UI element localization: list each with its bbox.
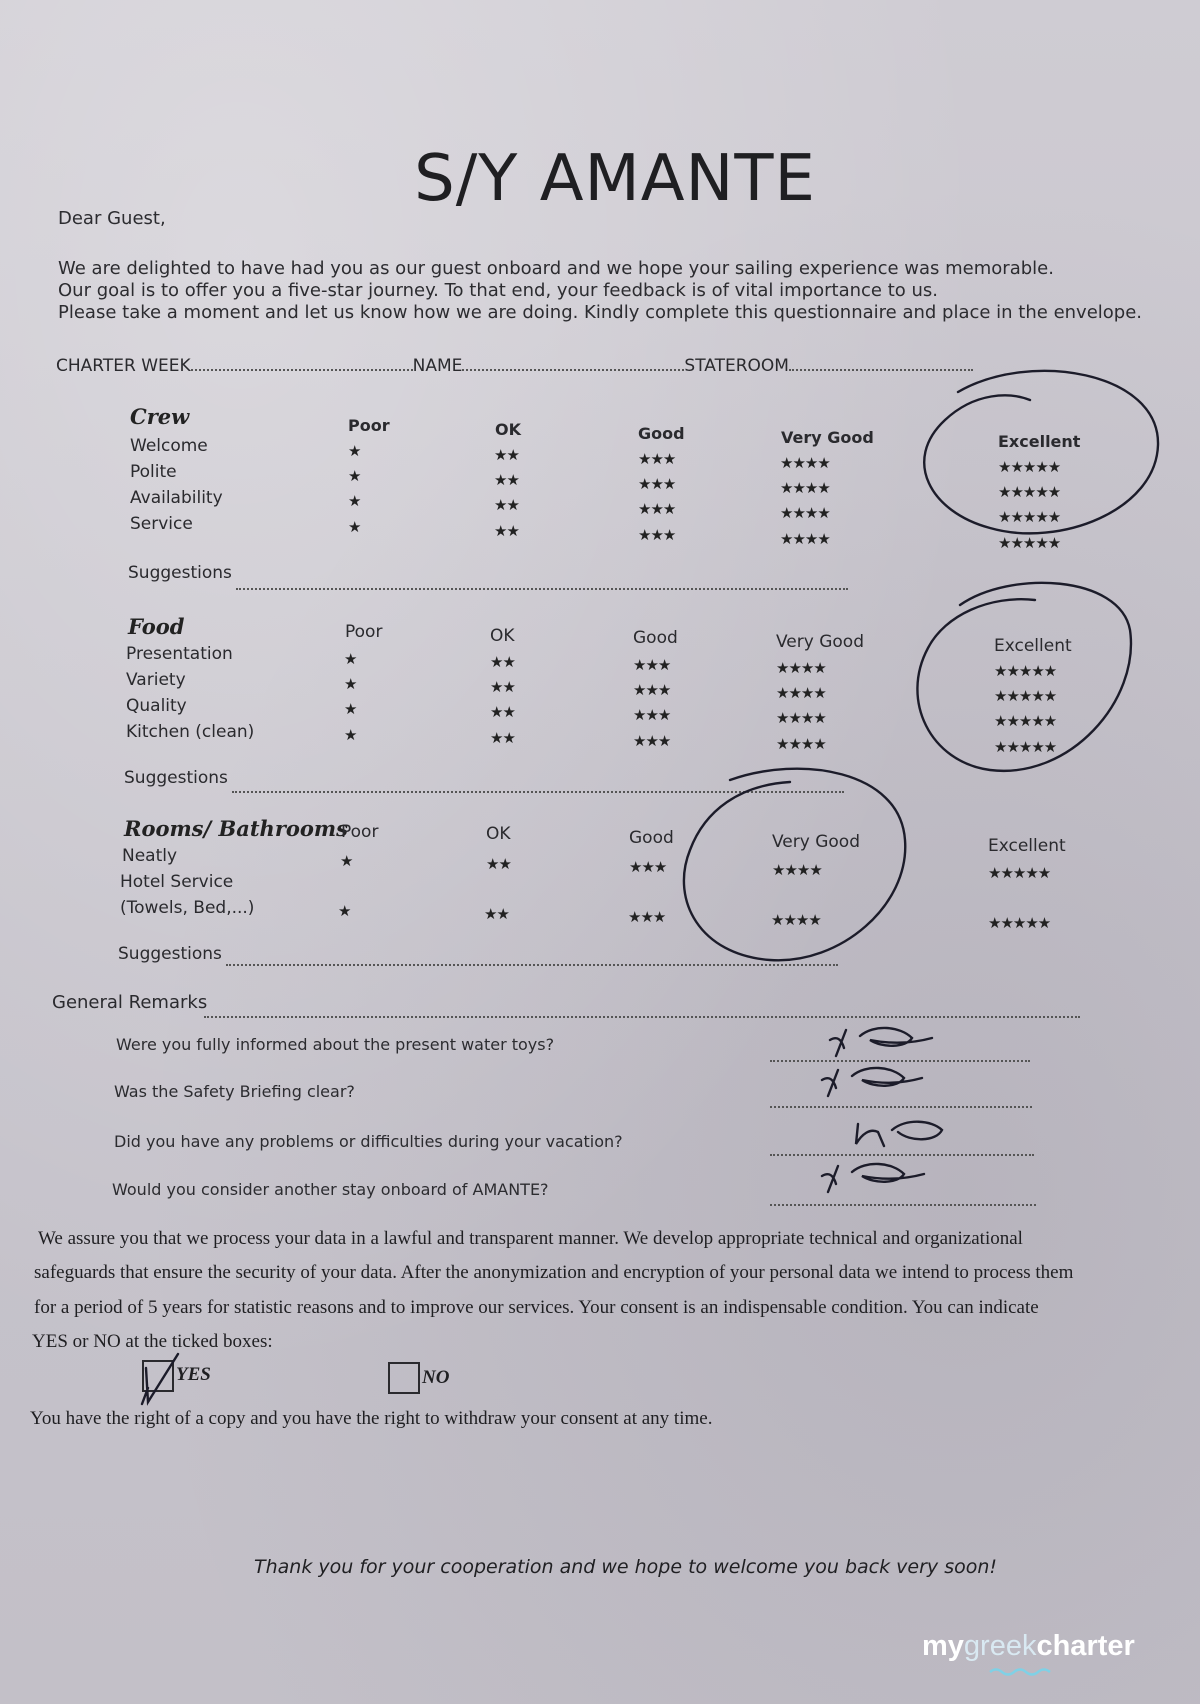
- food-star-2[interactable]: ★★: [490, 678, 515, 696]
- greeting: Dear Guest,: [58, 208, 166, 229]
- question-problems: Did you have any problems or difficulties during your vacation?: [114, 1132, 623, 1151]
- document-title: S/Y AMANTE: [414, 142, 816, 216]
- food-star-1[interactable]: ★: [344, 650, 357, 668]
- crew-item-availability: Availability: [130, 488, 223, 508]
- rooms-star-1[interactable]: ★: [340, 852, 353, 870]
- food-col-very-good: Very Good: [776, 632, 864, 652]
- name-label: NAME: [412, 356, 463, 376]
- crew-star-3[interactable]: ★★★: [638, 500, 676, 518]
- check-mark: [142, 1354, 178, 1404]
- rooms-item-towels: (Towels, Bed,...): [120, 898, 255, 918]
- rooms-star-3[interactable]: ★★★: [629, 858, 667, 876]
- question-water-toys: Were you fully informed about the present water toys?: [116, 1035, 555, 1054]
- privacy-line-4: YES or NO at the ticked boxes:: [32, 1331, 273, 1352]
- crew-item-service: Service: [130, 514, 193, 534]
- crew-col-good: Good: [638, 424, 685, 443]
- food-star-2[interactable]: ★★: [490, 729, 515, 747]
- food-star-5[interactable]: ★★★★★: [994, 712, 1057, 730]
- rooms-col-excellent: Excellent: [988, 836, 1066, 856]
- food-star-5[interactable]: ★★★★★: [994, 687, 1057, 705]
- food-star-1[interactable]: ★: [344, 700, 357, 718]
- food-star-4[interactable]: ★★★★: [776, 709, 826, 727]
- watermark-part-2: greek: [963, 1630, 1037, 1662]
- crew-star-4[interactable]: ★★★★: [780, 504, 830, 522]
- food-star-4[interactable]: ★★★★: [776, 735, 826, 753]
- crew-star-1[interactable]: ★: [348, 467, 361, 485]
- question-another-stay: Would you consider another stay onboard of AMANTE?: [112, 1180, 549, 1199]
- section-heading-crew: Crew: [130, 404, 190, 429]
- crew-col-excellent: Excellent: [998, 432, 1081, 451]
- crew-col-ok: OK: [495, 420, 521, 439]
- consent-yes-label: YES: [176, 1364, 211, 1385]
- answer-problems-ink: [856, 1122, 942, 1146]
- food-col-ok: OK: [490, 626, 515, 646]
- crew-star-4[interactable]: ★★★★: [780, 454, 830, 472]
- answer-safety-briefing-ink: [822, 1068, 922, 1096]
- crew-suggestions-label: Suggestions: [128, 563, 232, 583]
- crew-star-5[interactable]: ★★★★★: [998, 458, 1061, 476]
- crew-item-welcome: Welcome: [130, 436, 208, 456]
- food-star-5[interactable]: ★★★★★: [994, 738, 1057, 756]
- crew-star-5[interactable]: ★★★★★: [998, 483, 1061, 501]
- rooms-star-1[interactable]: ★: [338, 902, 351, 920]
- rooms-item-hotel-service: Hotel Service: [120, 872, 234, 892]
- section-heading-rooms: Rooms/ Bathrooms: [124, 816, 348, 841]
- food-excellent-circle-mark: [917, 583, 1131, 771]
- crew-star-3[interactable]: ★★★: [638, 475, 676, 493]
- crew-star-1[interactable]: ★: [348, 442, 361, 460]
- intro-line-1: We are delighted to have had you as our guest onboard and we hope your sailing experience was memorable.: [58, 258, 1054, 279]
- privacy-line-3: for a period of 5 years for statistic reasons and to improve our services. Your consent is an indispensable condition. You can indicate: [34, 1297, 1039, 1318]
- crew-item-polite: Polite: [130, 462, 177, 482]
- rooms-star-2[interactable]: ★★: [486, 855, 511, 873]
- rooms-star-4[interactable]: ★★★★: [771, 911, 821, 929]
- crew-excellent-circle-mark: [924, 371, 1158, 533]
- food-star-1[interactable]: ★: [344, 726, 357, 744]
- crew-col-very-good: Very Good: [781, 428, 874, 447]
- food-item-variety: Variety: [126, 670, 186, 690]
- crew-star-2[interactable]: ★★: [494, 496, 519, 514]
- rooms-star-3[interactable]: ★★★: [628, 908, 666, 926]
- food-star-4[interactable]: ★★★★: [776, 659, 826, 677]
- food-star-2[interactable]: ★★: [490, 703, 515, 721]
- crew-star-5[interactable]: ★★★★★: [998, 534, 1061, 552]
- crew-star-2[interactable]: ★★: [494, 446, 519, 464]
- rooms-star-2[interactable]: ★★: [484, 905, 509, 923]
- crew-star-4[interactable]: ★★★★: [780, 479, 830, 497]
- rooms-col-poor: Poor: [341, 822, 379, 842]
- rooms-very-good-circle-mark: [684, 769, 905, 961]
- privacy-line-2: safeguards that ensure the security of your data. After the anonymization and encryption of your personal data we intend to process them: [34, 1262, 1074, 1283]
- rooms-star-4[interactable]: ★★★★: [772, 861, 822, 879]
- rooms-star-5[interactable]: ★★★★★: [988, 864, 1051, 882]
- rooms-col-ok: OK: [486, 824, 511, 844]
- food-item-presentation: Presentation: [126, 644, 233, 664]
- crew-star-3[interactable]: ★★★: [638, 450, 676, 468]
- intro-line-2: Our goal is to offer you a five-star journey. To that end, your feedback is of vital importance to us.: [58, 280, 939, 301]
- rooms-suggestions-label: Suggestions: [118, 944, 222, 964]
- food-star-4[interactable]: ★★★★: [776, 684, 826, 702]
- rooms-star-5[interactable]: ★★★★★: [988, 914, 1051, 932]
- food-star-3[interactable]: ★★★: [633, 681, 671, 699]
- crew-star-1[interactable]: ★: [348, 518, 361, 536]
- charter-week-label: CHARTER WEEK: [56, 356, 191, 376]
- food-star-1[interactable]: ★: [344, 675, 357, 693]
- crew-star-5[interactable]: ★★★★★: [998, 508, 1061, 526]
- watermark-part-1: my: [922, 1630, 964, 1662]
- food-suggestions-label: Suggestions: [124, 768, 228, 788]
- food-star-2[interactable]: ★★: [490, 653, 515, 671]
- food-col-good: Good: [633, 628, 678, 648]
- crew-col-poor: Poor: [348, 416, 390, 435]
- answer-another-stay-ink: [822, 1164, 924, 1192]
- food-star-3[interactable]: ★★★: [633, 732, 671, 750]
- food-item-kitchen: Kitchen (clean): [126, 722, 255, 742]
- food-star-3[interactable]: ★★★: [633, 706, 671, 724]
- rooms-col-very-good: Very Good: [772, 832, 860, 852]
- stateroom-label: STATEROOM: [684, 356, 789, 376]
- rooms-col-good: Good: [629, 828, 674, 848]
- intro-line-3: Please take a moment and let us know how we are doing. Kindly complete this questionnaire and place in the envelope.: [58, 302, 1143, 323]
- food-item-quality: Quality: [126, 696, 187, 716]
- crew-star-2[interactable]: ★★: [494, 471, 519, 489]
- consent-no-label: NO: [422, 1367, 450, 1388]
- watermark-part-3: charter: [1036, 1630, 1135, 1662]
- food-col-excellent: Excellent: [994, 636, 1072, 656]
- privacy-line-1: We assure you that we process your data in a lawful and transparent manner. We develop appropriate technical and organizational: [38, 1228, 1023, 1249]
- question-safety-briefing: Was the Safety Briefing clear?: [114, 1082, 355, 1101]
- food-star-5[interactable]: ★★★★★: [994, 662, 1057, 680]
- rights-statement: You have the right of a copy and you have the right to withdraw your consent at any time.: [30, 1408, 713, 1429]
- rooms-item-neatly: Neatly: [122, 846, 178, 866]
- food-star-3[interactable]: ★★★: [633, 656, 671, 674]
- thank-you-note: Thank you for your cooperation and we hope to welcome you back very soon!: [254, 1556, 998, 1578]
- answer-water-toys-ink: [830, 1028, 932, 1056]
- crew-star-2[interactable]: ★★: [494, 522, 519, 540]
- crew-star-1[interactable]: ★: [348, 492, 361, 510]
- section-heading-food: Food: [128, 614, 185, 639]
- crew-star-3[interactable]: ★★★: [638, 526, 676, 544]
- general-remarks-label: General Remarks: [52, 992, 208, 1013]
- food-col-poor: Poor: [345, 622, 383, 642]
- crew-star-4[interactable]: ★★★★: [780, 530, 830, 548]
